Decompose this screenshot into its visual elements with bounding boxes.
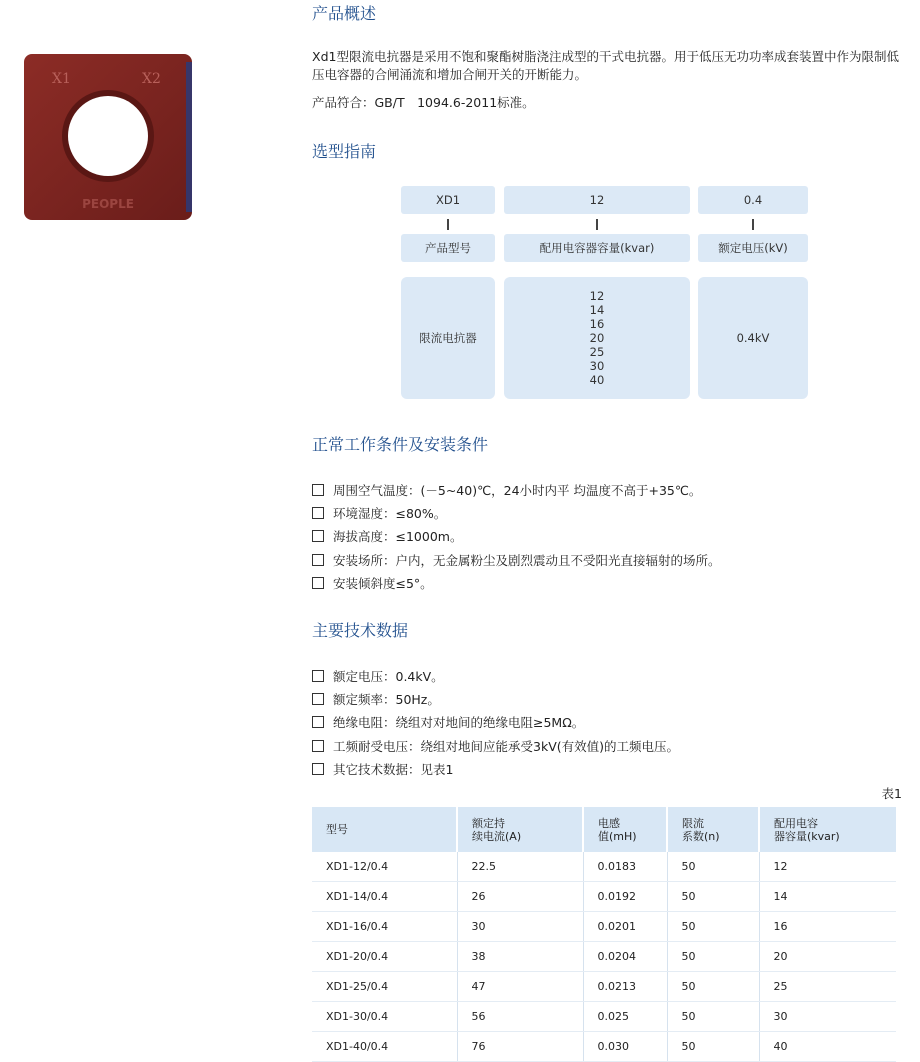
cell-current: 26: [457, 882, 583, 912]
capacity-value: 30: [589, 359, 605, 373]
tech-text: 额定电压：0.4kV。: [333, 668, 444, 684]
model-header-capacity: 配用电容器容量(kvar): [504, 234, 690, 262]
tech-text: 绝缘电阻：绕组对对地间的绝缘电阻≥5MΩ。: [333, 715, 585, 731]
table-row: [312, 1002, 896, 1032]
capacity-value: 20: [589, 331, 605, 345]
cell-current: 76: [457, 1032, 583, 1062]
cell-current: 22.5: [457, 852, 583, 882]
cell-current: 30: [457, 912, 583, 942]
overview-description: Xd1型限流电抗器是采用不饱和聚酯树脂浇注成型的干式电抗器。用于低压无功功率成套装置中作为限制低压电容器的合闸涌流和增加合闸开关的开断能力。: [312, 49, 899, 82]
cell-capacity: 16: [759, 912, 896, 942]
product-brand-text: PEOPLE: [82, 197, 134, 211]
product-label-x2: X2: [142, 71, 161, 87]
cell-inductance: 0.0213: [583, 972, 667, 1002]
cell-inductance: 0.0183: [583, 852, 667, 882]
cell-inductance: 0.0201: [583, 912, 667, 942]
cell-model: XD1-16/0.4: [312, 912, 457, 942]
capacity-value: 12: [589, 289, 605, 303]
table-header-inductance: 电感 值(mH): [583, 807, 667, 852]
table-row: [312, 1032, 896, 1062]
condition-text: 安装场所：户内，无金属粉尘及剧烈震动且不受阳光直接辐射的场所。: [333, 552, 721, 568]
condition-text: 环境湿度：≤80%。: [333, 505, 447, 521]
connector-tick: [447, 219, 449, 230]
table-caption: 表1: [881, 786, 902, 801]
connector-tick: [752, 219, 754, 230]
spec-table: [312, 807, 896, 1062]
model-header-voltage: 额定电压(kV): [698, 234, 808, 262]
model-code-voltage: 0.4: [698, 186, 808, 214]
product-photo: [22, 52, 194, 222]
conditions-title: 正常工作条件及安装条件: [312, 435, 489, 454]
cell-factor: 50: [667, 1002, 759, 1032]
list-item: [312, 525, 902, 548]
list-item: [312, 664, 902, 687]
list-item: [312, 734, 902, 757]
tech-text: 工频耐受电压：绕组对地间应能承受3kV(有效值)的工频电压。: [333, 738, 679, 754]
list-item: [312, 687, 902, 710]
overview-title: 产品概述: [312, 4, 377, 23]
cell-capacity: 30: [759, 1002, 896, 1032]
checkbox-icon: [312, 693, 324, 705]
product-label-x1: X1: [52, 71, 71, 87]
cell-current: 56: [457, 1002, 583, 1032]
checkbox-icon: [312, 763, 324, 775]
condition-text: 海拔高度：≤1000m。: [333, 529, 463, 545]
model-code-series: XD1: [401, 186, 495, 214]
checkbox-icon: [312, 507, 324, 519]
cell-factor: 50: [667, 912, 759, 942]
table-header-row: [312, 807, 896, 852]
capacity-value: 40: [589, 373, 605, 387]
cell-capacity: 40: [759, 1032, 896, 1062]
list-item: [312, 478, 902, 501]
checkbox-icon: [312, 670, 324, 682]
checkbox-icon: [312, 716, 324, 728]
capacity-value: 14: [589, 303, 605, 317]
cell-model: XD1-12/0.4: [312, 852, 457, 882]
overview-standard: 产品符合：GB/T 1094.6-2011标准。: [312, 95, 535, 110]
table-row: [312, 972, 896, 1002]
cell-capacity: 12: [759, 852, 896, 882]
checkbox-icon: [312, 740, 324, 752]
cell-inductance: 0.0204: [583, 942, 667, 972]
tech-list: [312, 664, 902, 780]
cell-capacity: 14: [759, 882, 896, 912]
table-row: [312, 852, 896, 882]
list-item: [312, 571, 902, 594]
conditions-list: [312, 478, 902, 594]
connector-tick: [596, 219, 598, 230]
model-code-capacity: 12: [504, 186, 690, 214]
model-capacity-list: [504, 277, 690, 399]
model-voltage-value: 0.4kV: [698, 277, 808, 399]
cell-factor: 50: [667, 852, 759, 882]
table-row: [312, 942, 896, 972]
cell-model: XD1-30/0.4: [312, 1002, 457, 1032]
cell-model: XD1-40/0.4: [312, 1032, 457, 1062]
checkbox-icon: [312, 530, 324, 542]
cell-inductance: 0.030: [583, 1032, 667, 1062]
list-item: [312, 757, 902, 780]
cell-model: XD1-20/0.4: [312, 942, 457, 972]
condition-text: 周围空气温度：(－5~40)℃，24小时内平 均温度不高于+35℃。: [333, 482, 702, 498]
list-item: [312, 501, 902, 524]
table-header-capacity: 配用电容 器容量(kvar): [759, 807, 896, 852]
cell-model: XD1-25/0.4: [312, 972, 457, 1002]
selection-title: 选型指南: [312, 142, 377, 161]
cell-model: XD1-14/0.4: [312, 882, 457, 912]
table-header-factor: 限流 系数(n): [667, 807, 759, 852]
cell-factor: 50: [667, 942, 759, 972]
condition-text: 安装倾斜度≤5°。: [333, 575, 433, 591]
cell-inductance: 0.025: [583, 1002, 667, 1032]
checkbox-icon: [312, 554, 324, 566]
model-header-type: 产品型号: [401, 234, 495, 262]
cell-current: 47: [457, 972, 583, 1002]
capacity-value: 16: [589, 317, 605, 331]
capacity-value: 25: [589, 345, 605, 359]
cell-factor: 50: [667, 972, 759, 1002]
checkbox-icon: [312, 577, 324, 589]
table-row: [312, 912, 896, 942]
cell-inductance: 0.0192: [583, 882, 667, 912]
table-row: [312, 882, 896, 912]
list-item: [312, 548, 902, 571]
tech-text: 额定频率：50Hz。: [333, 691, 440, 707]
cell-factor: 50: [667, 882, 759, 912]
cell-current: 38: [457, 942, 583, 972]
table-header-current: 额定持 续电流(A): [457, 807, 583, 852]
cell-capacity: 20: [759, 942, 896, 972]
checkbox-icon: [312, 484, 324, 496]
tech-text: 其它技术数据：见表1: [333, 761, 454, 777]
table-header-model: 型号: [312, 807, 457, 852]
cell-capacity: 25: [759, 972, 896, 1002]
tech-title: 主要技术数据: [312, 621, 409, 640]
list-item: [312, 711, 902, 734]
model-type-name: 限流电抗器: [401, 277, 495, 399]
cell-factor: 50: [667, 1032, 759, 1062]
